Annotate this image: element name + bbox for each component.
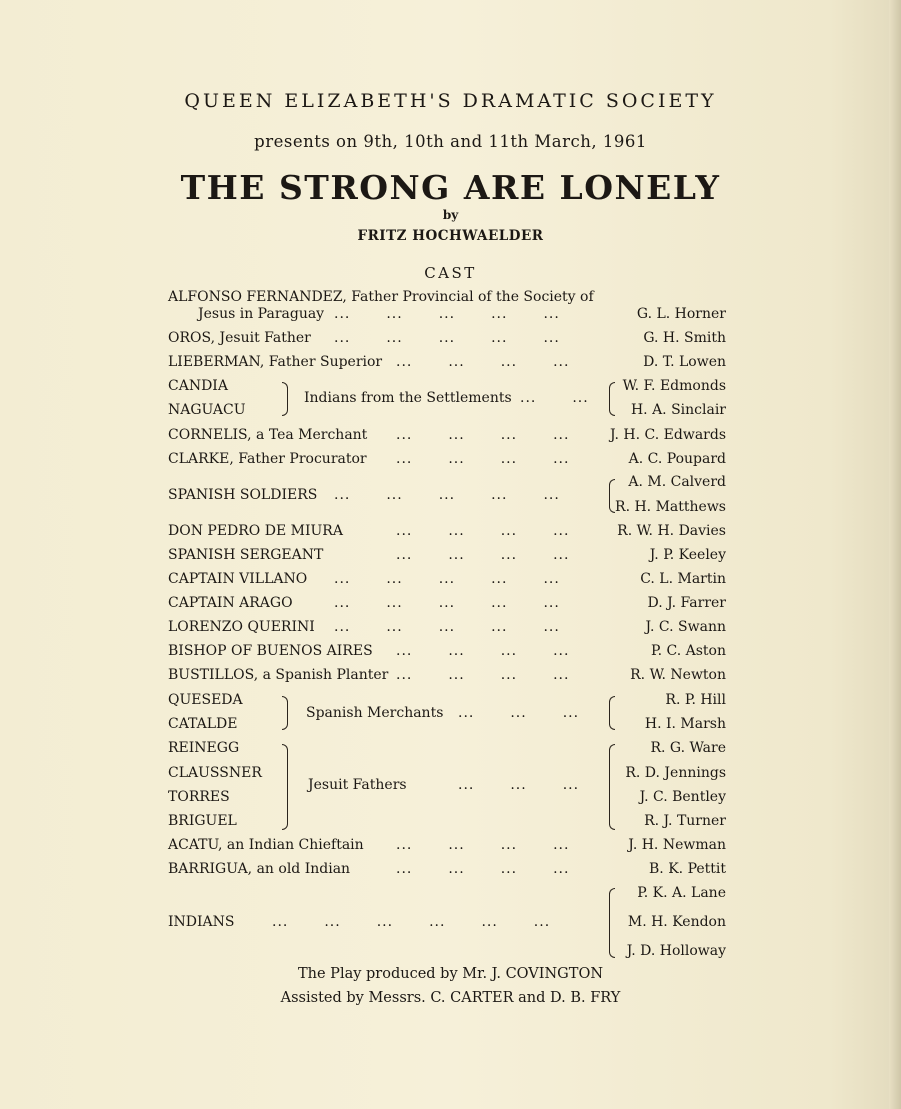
- role-name: CANDIA: [168, 378, 228, 394]
- actor-name: J. P. Keeley: [649, 547, 726, 563]
- assistant-credit: Assisted by Messrs. C. CARTER and D. B. FRY: [280, 990, 621, 1006]
- society-name: QUEEN ELIZABETH'S DRAMATIC SOCIETY: [184, 90, 717, 112]
- leader-dots: ... ... ... ...: [396, 861, 570, 877]
- brace: [282, 744, 288, 830]
- brace: [282, 382, 288, 416]
- role-name: BISHOP OF BUENOS AIRES: [168, 643, 373, 659]
- actor-name: R. H. Matthews: [615, 499, 726, 515]
- actor-name: A. M. Calverd: [628, 474, 726, 490]
- leader-dots: ... ... ...: [458, 705, 580, 721]
- brace: [609, 382, 615, 416]
- role-name: BUSTILLOS, a Spanish Planter: [168, 667, 389, 683]
- actor-name: W. F. Edmonds: [622, 378, 726, 394]
- leader-dots: ... ... ... ...: [396, 643, 570, 659]
- brace: [282, 696, 288, 730]
- leader-dots: ... ... ... ... ...: [334, 487, 560, 503]
- actor-name: H. A. Sinclair: [630, 402, 726, 418]
- role-name: CORNELIS, a Tea Merchant: [168, 427, 368, 443]
- role-name: INDIANS: [168, 914, 235, 930]
- role-name-cont: Jesus in Paraguay: [198, 306, 325, 322]
- actor-name: R. D. Jennings: [625, 765, 726, 781]
- author-name: FRITZ HOCHWAELDER: [357, 228, 544, 244]
- by-line: by: [442, 208, 459, 222]
- actor-name: G. L. Horner: [636, 306, 726, 322]
- role-name: NAGUACU: [168, 402, 246, 418]
- role-name: BRIGUEL: [168, 813, 237, 829]
- leader-dots: ... ... ... ...: [396, 837, 570, 853]
- actor-name: M. H. Kendon: [627, 914, 726, 930]
- leader-dots: ... ... ... ...: [396, 523, 570, 539]
- group-label: Indians from the Settlements: [304, 390, 512, 406]
- leader-dots: ... ... ...: [458, 777, 580, 793]
- actor-name: R. G. Ware: [650, 740, 726, 756]
- play-title: THE STRONG ARE LONELY: [180, 168, 721, 207]
- leader-dots: ... ... ... ...: [396, 667, 570, 683]
- role-name: QUESEDA: [168, 692, 243, 708]
- leader-dots: ... ...: [520, 390, 589, 406]
- actor-name: J. D. Holloway: [626, 943, 726, 959]
- leader-dots: ... ... ... ... ...: [334, 595, 560, 611]
- actor-name: R. J. Turner: [644, 813, 726, 829]
- role-name: BARRIGUA, an old Indian: [168, 861, 351, 877]
- actor-name: J. C. Bentley: [639, 789, 726, 805]
- leader-dots: ... ... ... ...: [396, 547, 570, 563]
- role-name: CLARKE, Father Procurator: [168, 451, 367, 467]
- leader-dots: ... ... ... ... ... ...: [272, 914, 551, 930]
- actor-name: R. W. H. Davies: [617, 523, 726, 539]
- role-name: REINEGG: [168, 740, 240, 756]
- role-name: ACATU, an Indian Chieftain: [168, 837, 364, 853]
- actor-name: J. H. Newman: [628, 837, 726, 853]
- role-name: ALFONSO FERNANDEZ, Father Provincial of the Society of: [168, 289, 594, 305]
- role-name: LIEBERMAN, Father Superior: [168, 354, 383, 370]
- leader-dots: ... ... ... ...: [396, 427, 570, 443]
- role-name: CAPTAIN VILLANO: [168, 571, 308, 587]
- actor-name: D. J. Farrer: [647, 595, 726, 611]
- group-label: Jesuit Fathers: [308, 777, 407, 793]
- leader-dots: ... ... ... ...: [396, 354, 570, 370]
- actor-name: R. P. Hill: [665, 692, 726, 708]
- brace: [609, 696, 615, 730]
- producer-credit: The Play produced by Mr. J. COVINGTON: [297, 966, 604, 982]
- leader-dots: ... ... ... ...: [396, 451, 570, 467]
- page-edge: [889, 0, 901, 1109]
- role-name: CAPTAIN ARAGO: [168, 595, 293, 611]
- role-name: CATALDE: [168, 716, 238, 732]
- actor-name: G. H. Smith: [643, 330, 726, 346]
- actor-name: J. C. Swann: [645, 619, 726, 635]
- group-label: Spanish Merchants: [306, 705, 444, 721]
- actor-name: D. T. Lowen: [643, 354, 726, 370]
- actor-name: C. L. Martin: [640, 571, 726, 587]
- role-name: CLAUSSNER: [168, 765, 262, 781]
- leader-dots: ... ... ... ... ...: [334, 619, 560, 635]
- leader-dots: ... ... ... ... ...: [334, 330, 560, 346]
- role-name: SPANISH SERGEANT: [168, 547, 324, 563]
- actor-name: B. K. Pettit: [649, 861, 726, 877]
- actor-name: J. H. C. Edwards: [610, 427, 726, 443]
- actor-name: R. W. Newton: [630, 667, 726, 683]
- role-name: OROS, Jesuit Father: [168, 330, 311, 346]
- actor-name: P. C. Aston: [651, 643, 726, 659]
- role-name: SPANISH SOLDIERS: [168, 487, 318, 503]
- actor-name: P. K. A. Lane: [637, 885, 726, 901]
- role-name: DON PEDRO DE MIURA: [168, 523, 343, 539]
- performance-dates: presents on 9th, 10th and 11th March, 1961: [254, 132, 647, 151]
- role-name: LORENZO QUERINI: [168, 619, 315, 635]
- brace: [609, 888, 615, 958]
- brace: [609, 744, 615, 830]
- leader-dots: ... ... ... ... ...: [334, 571, 560, 587]
- actor-name: H. I. Marsh: [644, 716, 726, 732]
- role-name: TORRES: [168, 789, 230, 805]
- cast-heading: CAST: [424, 264, 477, 282]
- leader-dots: ... ... ... ... ...: [334, 306, 560, 322]
- actor-name: A. C. Poupard: [628, 451, 726, 467]
